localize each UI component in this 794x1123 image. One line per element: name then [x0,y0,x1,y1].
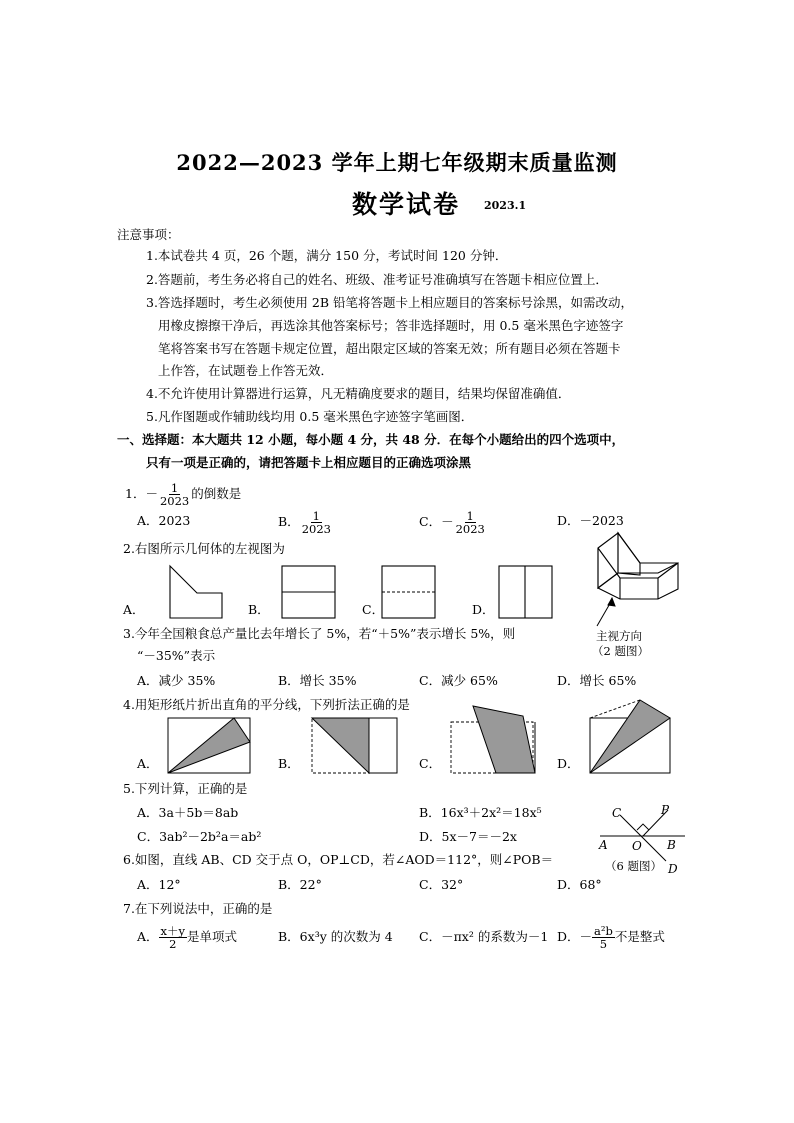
q1-suffix: 的倒数是 [191,486,242,501]
q7-a-num: x＋y [160,924,186,938]
q2-option-c: C． [362,602,385,617]
q1-option-a: A．2023 [137,513,191,528]
q1-b-den: 2023 [301,522,331,536]
q2-option-b: B． [248,602,270,617]
q3-option-d: D．增长 65% [557,673,637,688]
q7-option-b: B．6x³y 的次数为 4 [278,929,393,944]
section-instruction: 只有一项是正确的，请把答题卡上相应题目的正确选项涂黑 [146,455,472,470]
q3-stem-line1: 3.今年全国粮食总产量比去年增长了 5%，若“＋5%”表示增长 5%，则 [123,626,516,641]
q2-option-a: A． [123,602,145,617]
q4-stem: 4.用矩形纸片折出直角的平分线，下列折法正确的是 [123,697,410,712]
label-b: B [667,838,676,852]
q3-option-c: C．减少 65% [419,673,498,688]
q7-a-tail: 是单项式 [187,929,238,944]
label-o: O [632,839,642,853]
q1-c-den: 2023 [455,522,485,536]
q5-option-d: D．5x－7＝－2x [419,829,517,844]
q7-option-d [557,925,665,950]
q6-stem: 6.如图，直线 AB、CD 交于点 O，OP⊥CD，若∠AOD＝112°，则∠POB＝ [123,852,554,867]
q7-d-num: a²b [594,924,613,938]
q7-d-den: 5 [599,937,608,951]
q2-caption: （2 题图） [592,644,649,658]
q7-d-label: D．－ [557,929,593,944]
notice-item: 5.凡作图题或作辅助线均用 0.5 毫米黑色字迹签字笔画图． [146,409,474,424]
q4-option-b: B． [278,756,300,771]
q6-option-c: C．32° [419,877,464,892]
label-c: C [612,806,622,820]
q7-a-fraction [159,925,187,950]
label-a: A [599,838,608,852]
notice-item: 上作答，在试题卷上作答无效． [158,363,334,378]
q1-b-num: 1 [312,509,320,523]
q7-option-a [137,925,237,950]
q5-option-a: A．3a＋5b＝8ab [137,805,239,820]
q5-option-c: C．3ab²－2b²a＝ab² [137,829,262,844]
q5-option-b: B．16x³＋2x²＝18x⁵ [419,805,542,820]
notice-heading: 注意事项： [117,227,180,242]
q7-a-label: A． [137,929,159,944]
q2-option-d: D． [472,602,495,617]
line-cd [620,815,666,861]
exam-date: 2023.1 [484,199,527,212]
q1-prefix: 1．－ [125,486,158,501]
exam-title: 2022—2023 学年上期七年级期末质量监测 [176,150,618,175]
q3-stem-line2: “－35%”表示 [137,648,216,663]
exam-subtitle: 数学试卷 [352,190,461,219]
q2-stem: 2.右图所示几何体的左视图为 [123,541,285,556]
notice-item: 4.不允许使用计算器进行运算，凡无精确度要求的题目，结果均保留准确值． [146,386,571,401]
notice-item: 笔将答案书写在答题卡规定位置，超出限定区域的答案无效；所有题目必须在答题卡 [158,341,621,356]
q7-d-tail: 不是整式 [614,929,665,944]
label-p: P [661,803,670,817]
right-angle-mark [637,824,649,830]
q1-frac-den: 2023 [159,494,190,508]
q4-option-d: D． [557,756,580,771]
q6-option-a: A．12° [137,877,181,892]
q1-c-label: C．－ [419,514,454,529]
q3-option-b: B．增长 35% [278,673,357,688]
q7-stem: 7.在下列说法中，正确的是 [123,901,273,916]
q4-option-a: A． [137,756,159,771]
q7-d-fraction [592,925,615,950]
notice-item: 用橡皮擦擦干净后，再选涂其他答案标号；答非选择题时，用 0.5 毫米黑色字迹签字 [158,318,624,333]
q5-stem: 5.下列计算，正确的是 [123,781,248,796]
q7-option-c: C．－πx² 的系数为－1 [419,929,549,944]
q1-c-num: 1 [466,509,474,523]
q1-b-label: B． [278,514,300,529]
notice-item: 3.答选择题时，考生必须使用 2B 铅笔将答题卡上相应题目的答案标号涂黑，如需改动， [146,295,634,310]
notice-item: 1.本试卷共 4 页，26 个题，满分 150 分，考试时间 120 分钟． [146,248,508,263]
q1-option-d: D．－2023 [557,513,624,528]
q2-caption-direction: 主视方向 [596,629,642,643]
q6-option-d: D．68° [557,877,602,892]
q6-option-b: B．22° [278,877,322,892]
section-heading: 一、选择题：本大题共 12 小题，每小题 4 分，共 48 分．在每个小题给出的四个选项中， [117,432,625,447]
q6-caption: （6 题图） [605,859,662,873]
q4-option-c: C． [419,756,442,771]
q3-option-a: A．减少 35% [137,673,216,688]
label-d: D [668,862,678,876]
notice-item: 2.答题前，考生务必将自己的姓名、班级、准考证号准确填写在答题卡相应位置上． [146,272,608,287]
q1-frac-num: 1 [170,481,179,495]
q7-a-den: 2 [169,937,177,951]
